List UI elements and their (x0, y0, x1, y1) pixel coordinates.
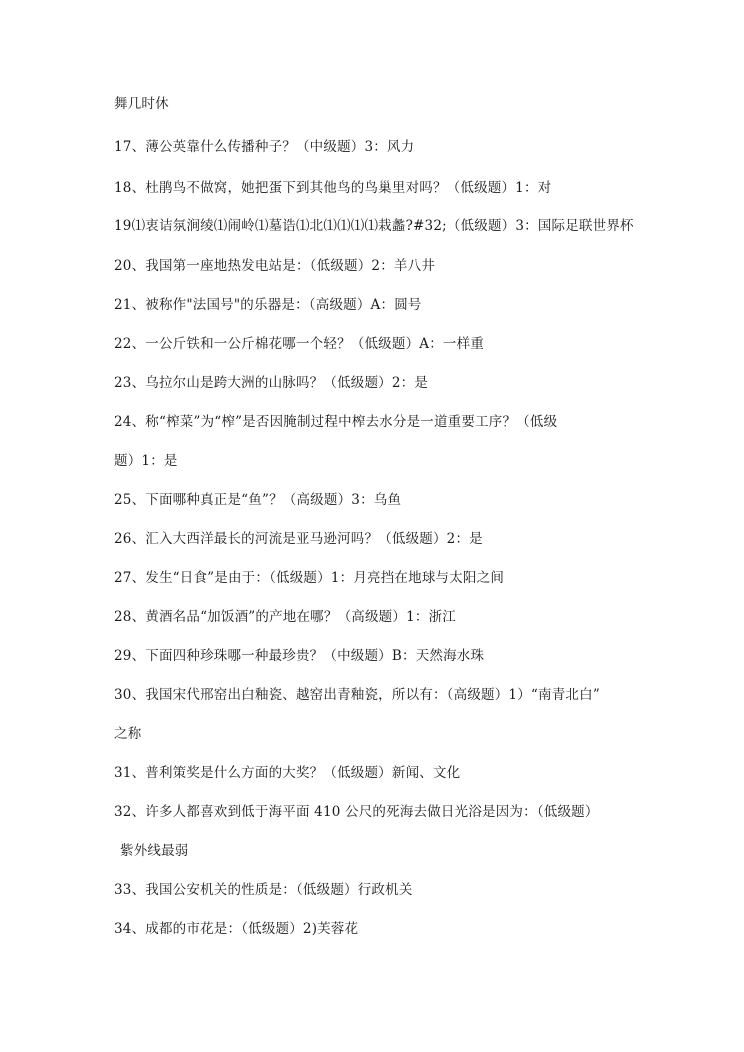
question-21: 21、被称作"法国号"的乐器是：（高级题）A：圆号 (114, 297, 422, 313)
text-line: 舞几时休 (114, 96, 169, 112)
question-31: 31、普利策奖是什么方面的大奖？（低级题）新闻、文化 (114, 765, 461, 781)
question-34: 34、成都的市花是：（低级题）2)芙蓉花 (114, 921, 359, 937)
question-22: 22、一公斤铁和一公斤棉花哪一个轻？（低级题）A：一样重 (114, 336, 485, 352)
question-32: 32、许多人都喜欢到低于海平面 410 公尺的死海去做日光浴是因为：（低级题） (114, 804, 599, 820)
question-27: 27、发生“日食”是由于：（低级题）1：月亮挡在地球与太阳之间 (114, 570, 505, 586)
question-28: 28、黄酒名品“加饭酒”的产地在哪？（高级题）1：浙江 (114, 609, 456, 625)
question-30: 30、我国宋代邢窑出白釉瓷、越窑出青釉瓷，所以有：（高级题）1）“南青北白” (114, 687, 600, 703)
question-30-cont: 之称 (114, 726, 142, 742)
question-26: 26、汇入大西洋最长的河流是亚马逊河吗？（低级题）2：是 (114, 531, 483, 547)
question-20: 20、我国第一座地热发电站是：（低级题）2：羊八井 (114, 258, 436, 274)
question-32-cont: 紫外线最弱 (120, 843, 189, 859)
question-25: 25、下面哪种真正是“鱼”？（高级题）3：乌鱼 (114, 492, 402, 508)
question-33: 33、我国公安机关的性质是：（低级题）行政机关 (114, 882, 413, 898)
question-29: 29、下面四种珍珠哪一种最珍贵？（中级题）B：天然海水珠 (114, 648, 485, 664)
question-23: 23、乌拉尔山是跨大洲的山脉吗？（低级题）2：是 (114, 375, 429, 391)
question-24: 24、称“榨菜”为“榨”是否因腌制过程中榨去水分是一道重要工序？（低级 (114, 414, 558, 430)
question-19: 19⑴衷诘氛涧绫⑴闹岭⑴墓诰⑴北⑴⑴⑴⑴栽蠡?#32;（低级题）3：国际足联世界杯 (114, 218, 634, 234)
question-17: 17、薄公英靠什么传播种子？（中级题）3：风力 (114, 139, 415, 155)
question-18: 18、杜鹃鸟不做窝，她把蛋下到其他鸟的鸟巢里对吗？（低级题）1：对 (114, 180, 552, 196)
question-24-cont: 题）1：是 (114, 453, 178, 469)
